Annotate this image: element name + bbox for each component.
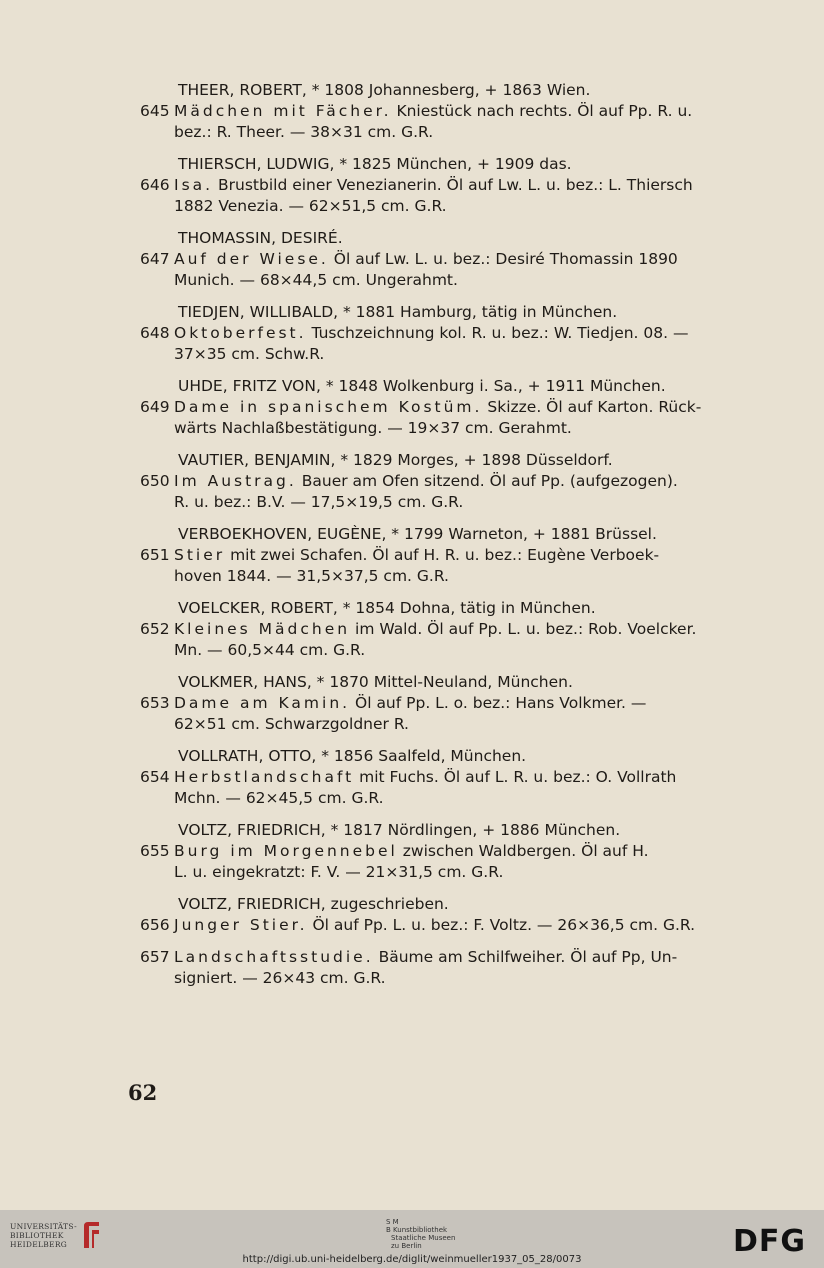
artwork-description: Kniestück nach rechts. Öl auf Pp. R. u.: [391, 102, 693, 120]
kunstbibliothek-logo[interactable]: [386, 1218, 455, 1250]
entry-continuation: Mchn. — 62×45,5 cm. G.R.: [174, 789, 384, 807]
artwork-title: Landschaftsstudie.: [174, 948, 374, 966]
artwork-title: Dame in spanischem Kostüm.: [174, 398, 483, 416]
entry-continuation: L. u. eingekratzt: F. V. — 21×31,5 cm. G.R.: [174, 863, 504, 881]
entry-first-line: [0, 545, 824, 566]
artist-heading: UHDE, FRITZ VON, * 1848 Wolkenburg i. Sa., + 1911 München.: [178, 377, 666, 395]
catalog-entry: [0, 598, 824, 661]
artwork-description: Tuschzeichnung kol. R. u. bez.: W. Tiedjen. 08. —: [306, 324, 689, 342]
entry-continuation: bez.: R. Theer. — 38×31 cm. G.R.: [174, 123, 434, 141]
entry-continuation: signiert. — 26×43 cm. G.R.: [174, 969, 386, 987]
catalog-entry: [0, 672, 824, 735]
entry-continuation: 62×51 cm. Schwarzgoldner R.: [174, 715, 409, 733]
catalog-entry: [0, 228, 824, 291]
artwork-title: Kleines Mädchen: [174, 620, 351, 638]
artwork-description: Bauer am Ofen sitzend. Öl auf Pp. (aufgezogen).: [296, 472, 678, 490]
artwork-title: Junger Stier.: [174, 916, 308, 934]
catalog-entry: [0, 450, 824, 513]
lot-number: 655: [140, 842, 170, 860]
entry-first-line: [0, 397, 824, 418]
lot-number: 651: [140, 546, 170, 564]
lot-number: 652: [140, 620, 170, 638]
entry-continuation: Munich. — 68×44,5 cm. Ungerahmt.: [174, 271, 458, 289]
artist-heading: VAUTIER, BENJAMIN, * 1829 Morges, + 1898 Düsseldorf.: [178, 451, 613, 469]
artist-heading: TIEDJEN, WILLIBALD, * 1881 Hamburg, tätig in München.: [178, 303, 618, 321]
artwork-title: Stier: [174, 546, 226, 564]
artist-heading: VOLTZ, FRIEDRICH, * 1817 Nördlingen, + 1886 München.: [178, 821, 621, 839]
artwork-description: mit zwei Schafen. Öl auf H. R. u. bez.: Eugène Verboek-: [225, 546, 660, 564]
lot-number: 645: [140, 102, 170, 120]
entry-first-line: [0, 693, 824, 714]
lot-number: 650: [140, 472, 170, 490]
artwork-title: Herbstlandschaft: [174, 768, 355, 786]
entry-continuation: Mn. — 60,5×44 cm. G.R.: [174, 641, 366, 659]
artwork-title: Isa.: [174, 176, 214, 194]
artist-heading: THEER, ROBERT, * 1808 Johannesberg, + 1863 Wien.: [178, 81, 591, 99]
ub-heidelberg-logo[interactable]: [10, 1220, 103, 1250]
artwork-title: Auf der Wiese.: [174, 250, 329, 268]
artwork-title: Dame am Kamin.: [174, 694, 351, 712]
entry-first-line: [0, 101, 824, 122]
artist-heading: VOLLRATH, OTTO, * 1856 Saalfeld, München.: [178, 747, 527, 765]
lot-number: 647: [140, 250, 170, 268]
artist-heading: VOLTZ, FRIEDRICH, zugeschrieben.: [178, 895, 449, 913]
lot-number: 646: [140, 176, 170, 194]
artwork-description: Brustbild einer Venezianerin. Öl auf Lw. L. u. bez.: L. Thiersch: [213, 176, 693, 194]
ub-logo-text: [10, 1222, 77, 1249]
entry-first-line: [0, 841, 824, 862]
entry-continuation: R. u. bez.: B.V. — 17,5×19,5 cm. G.R.: [174, 493, 464, 511]
catalog-entry: [0, 746, 824, 809]
catalog-entry: [0, 376, 824, 439]
artist-heading: VOELCKER, ROBERT, * 1854 Dohna, tätig in München.: [178, 599, 596, 617]
catalog-entries: [0, 80, 824, 1000]
artist-heading: THIERSCH, LUDWIG, * 1825 München, + 1909 das.: [178, 155, 572, 173]
sm-line: Staatliche Museen: [391, 1234, 456, 1242]
artist-heading: THOMASSIN, DESIRÉ.: [178, 229, 343, 247]
lot-number: 648: [140, 324, 170, 342]
ub-line: BIBLIOTHEK: [10, 1230, 64, 1240]
page-number: 62: [128, 1080, 158, 1105]
sm-line: B Kunstbibliothek: [386, 1226, 448, 1234]
artwork-description: Öl auf Pp. L. u. bez.: F. Voltz. — 26×36,5 cm. G.R.: [307, 916, 696, 934]
entry-first-line: [0, 915, 824, 936]
catalog-entry: [0, 820, 824, 883]
catalog-entry: [0, 947, 824, 989]
artwork-description: im Wald. Öl auf Pp. L. u. bez.: Rob. Voelcker.: [350, 620, 697, 638]
artwork-description: Skizze. Öl auf Karton. Rück-: [482, 398, 702, 416]
sm-line: zu Berlin: [391, 1242, 422, 1250]
page-url[interactable]: http://digi.ub.uni-heidelberg.de/diglit/weinmueller1937_05_28/0073: [242, 1254, 582, 1265]
catalog-entry: [0, 524, 824, 587]
artist-heading: VOLKMER, HANS, * 1870 Mittel-Neuland, München.: [178, 673, 573, 691]
artwork-description: Bäume am Schilfweiher. Öl auf Pp, Un-: [373, 948, 678, 966]
entry-first-line: [0, 323, 824, 344]
lot-number: 649: [140, 398, 170, 416]
entry-continuation: 1882 Venezia. — 62×51,5 cm. G.R.: [174, 197, 447, 215]
entry-first-line: [0, 175, 824, 196]
lot-number: 653: [140, 694, 170, 712]
entry-continuation: hoven 1844. — 31,5×37,5 cm. G.R.: [174, 567, 449, 585]
artwork-title: Oktoberfest.: [174, 324, 307, 342]
artwork-title: Im Austrag.: [174, 472, 297, 490]
artwork-description: zwischen Waldbergen. Öl auf H.: [397, 842, 649, 860]
entry-continuation: 37×35 cm. Schw.R.: [174, 345, 325, 363]
entry-first-line: [0, 947, 824, 968]
artwork-description: mit Fuchs. Öl auf L. R. u. bez.: O. Vollrath: [354, 768, 677, 786]
entry-first-line: [0, 767, 824, 788]
catalog-entry: [0, 154, 824, 217]
entry-first-line: [0, 471, 824, 492]
dfg-logo[interactable]: DFG: [733, 1224, 807, 1259]
catalog-entry: [0, 302, 824, 365]
ub-emblem-icon: [81, 1220, 103, 1250]
entry-continuation: wärts Nachlaßbestätigung. — 19×37 cm. Gerahmt.: [174, 419, 572, 437]
artwork-title: Burg im Morgennebel: [174, 842, 398, 860]
lot-number: 656: [140, 916, 170, 934]
sm-line: S M: [386, 1218, 399, 1226]
catalog-entry: [0, 894, 824, 936]
ub-line: UNIVERSITÄTS-: [10, 1221, 77, 1231]
ub-line: HEIDELBERG: [10, 1239, 68, 1249]
lot-number: 654: [140, 768, 170, 786]
lot-number: 657: [140, 948, 170, 966]
catalog-entry: [0, 80, 824, 143]
artwork-title: Mädchen mit Fächer.: [174, 102, 392, 120]
entry-first-line: [0, 249, 824, 270]
artwork-description: Öl auf Lw. L. u. bez.: Desiré Thomassin 1890: [328, 250, 678, 268]
artist-heading: VERBOEKHOVEN, EUGÈNE, * 1799 Warneton, + 1881 Brüssel.: [178, 525, 657, 543]
entry-first-line: [0, 619, 824, 640]
artwork-description: Öl auf Pp. L. o. bez.: Hans Volkmer. —: [350, 694, 647, 712]
